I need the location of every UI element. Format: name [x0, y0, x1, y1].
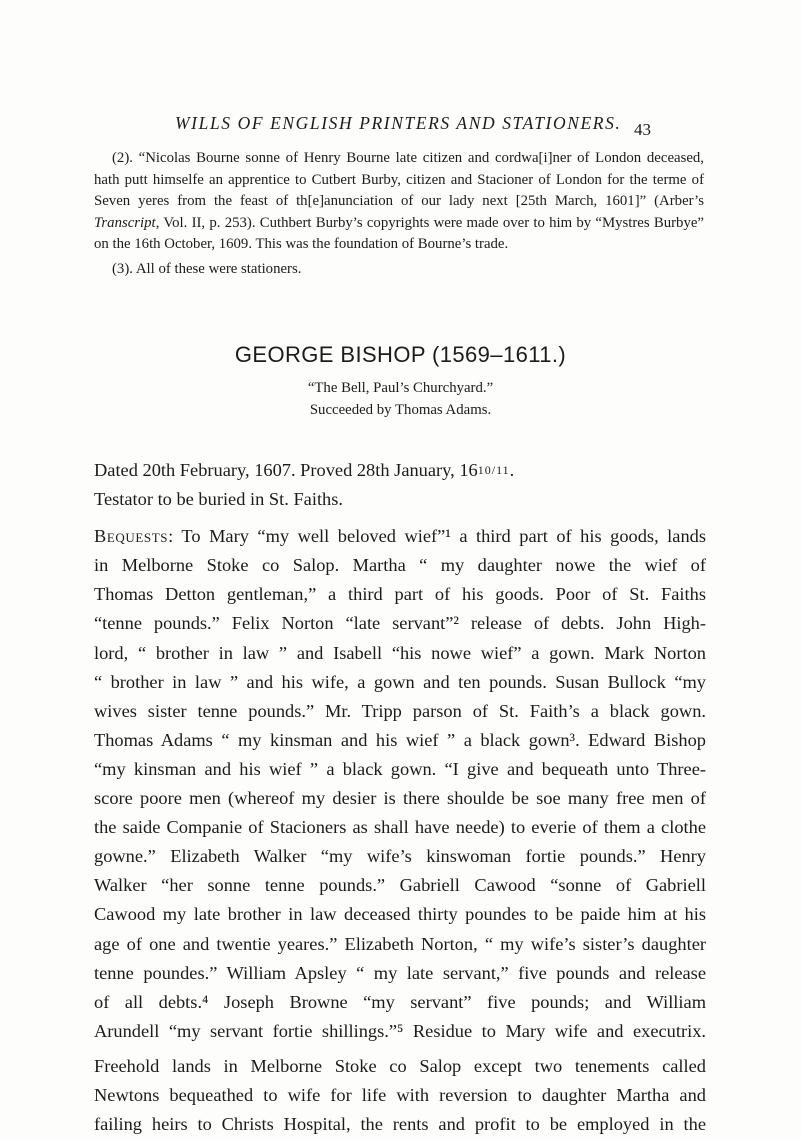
bequest-line: of all debts.⁴ Joseph Browne “my servant” five pounds; and William	[94, 991, 706, 1012]
page-number: 43	[634, 120, 651, 139]
bequests-paragraph	[94, 522, 706, 1046]
bequest-line: lord, “ brother in law ” and Isabell “his nowe wief” a gown. Mark Norton	[94, 642, 706, 663]
entry-address: “The Bell, Paul’s Churchyard.”	[307, 380, 494, 396]
bequest-line: age of one and twentie yeares.” Elizabeth Norton, “ my wife’s sister’s daughter	[94, 933, 706, 954]
bequest-line: Thomas Adams “ my kinsman and his wief ” a black gown³. Edward Bishop	[94, 729, 706, 750]
will-abstract	[94, 456, 706, 1139]
entry-heading: GEORGE BISHOP (1569–1611.)	[234, 342, 567, 367]
dated-suffix: .	[509, 460, 515, 480]
note-3: (3). All of these were stationers.	[112, 260, 302, 277]
dated-line	[94, 456, 706, 485]
freehold-line: Freehold lands in Melborne Stoke co Salop except two tenements called	[94, 1055, 706, 1076]
bequest-line	[94, 522, 706, 551]
dated-text: Dated 20th February, 1607. Proved 28th January, 16	[94, 460, 478, 480]
bequest-line: score poore men (whereof my desier is there shoulde be soe many free men of	[94, 788, 706, 809]
bequests-label: Bequests	[94, 526, 169, 547]
freehold-line: Newtons bequeathed to wife for life with reversion to daughter Martha and	[94, 1084, 706, 1105]
dated-fraction: 10/11	[477, 463, 510, 477]
bequest-line: the saide Companie of Stacioners as shall have neede) to everie of them a clothe	[94, 817, 706, 838]
note-2	[94, 148, 704, 256]
bequest-line: Walker “her sonne tenne pounds.” Gabriell Cawood “sonne of Gabriell	[94, 875, 706, 896]
entry-succession: Succeeded by Thomas Adams.	[309, 402, 492, 418]
footnotes-continued	[94, 148, 704, 281]
bequest-line: Cawood my late brother in law deceased thirty poundes to be paide him at his	[94, 904, 706, 925]
note-2-text-a: (2). “Nicolas Bourne sonne of Henry Bourne late citizen and cordwa[i]ner of London deceased, hath putt himselfe an apprentice to Cutbert Burby, citizen and Stacioner of London for the terme of Seven yeres from the feast of th[e]anunciation of our lady next [25th March, 1601]” (Arber’s	[94, 150, 704, 210]
running-head	[0, 113, 801, 143]
freehold-line: failing heirs to Christs Hospital, the rents and profit to be employed in the	[94, 1114, 706, 1135]
bequest-line: Arundell “my servant fortie shillings.”⁵ Residue to Mary wife and executrix.	[94, 1020, 706, 1041]
bequest-line-text: : To Mary “my well beloved wief”¹ a third part of his goods, lands	[168, 526, 706, 547]
bequest-line: Thomas Detton gentleman,” a third part of his goods. Poor of St. Faiths	[94, 584, 706, 605]
bequest-line: “ brother in law ” and his wife, a gown and ten pounds. Susan Bullock “my	[94, 671, 706, 692]
freehold-paragraph	[94, 1052, 706, 1139]
bequest-line: gowne.” Elizabeth Walker “my wife’s kinswoman fortie pounds.” Henry	[94, 846, 706, 867]
bequest-line: “tenne pounds.” Felix Norton “late servant”² release of debts. John High-	[94, 613, 706, 634]
bequest-line: tenne poundes.” William Apsley “ my late servant,” five pounds and release	[94, 962, 706, 983]
bequest-line: in Melborne Stoke co Salop. Martha “ my daughter nowe the wief of	[94, 555, 706, 576]
bequest-line: wives sister tenne pounds.” Mr. Tripp parson of St. Faith’s a black gown.	[94, 700, 706, 721]
note-2-italic: Transcript	[94, 214, 156, 231]
note-2-text-b: , Vol. II, p. 253). Cuthbert Burby’s copyrights were made over to him by “Mystres Burbye” on the 16th October, 1609. This was the foundation of Bourne’s trade.	[94, 214, 704, 253]
bequest-line: “my kinsman and his wief ” a black gown. “I give and bequeath unto Three-	[94, 758, 706, 779]
running-title: WILLS OF ENGLISH PRINTERS AND STATIONERS.	[175, 113, 622, 133]
burial-line: Testator to be buried in St. Faiths.	[94, 489, 344, 510]
